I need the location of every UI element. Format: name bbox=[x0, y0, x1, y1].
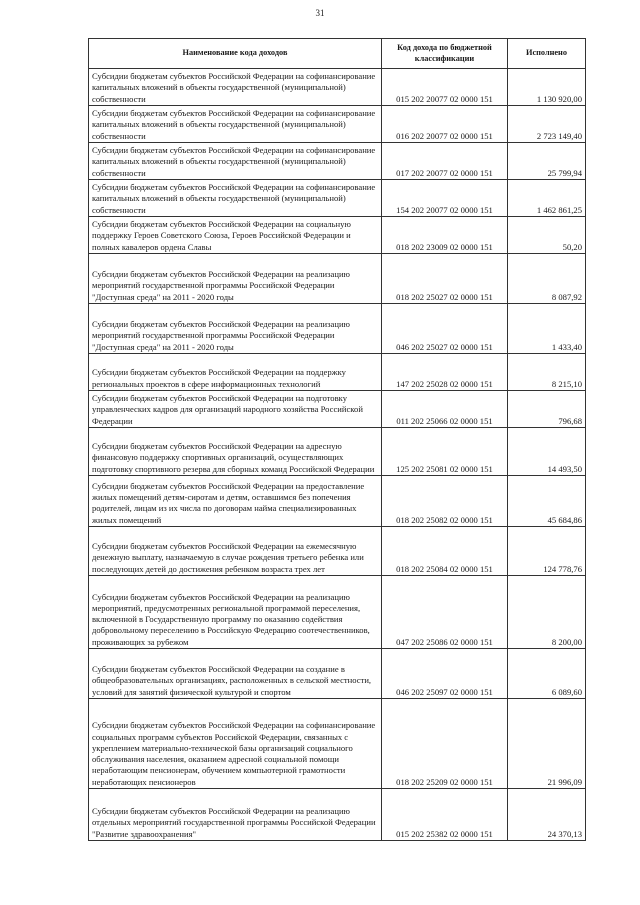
row-code: 018 202 25082 02 0000 151 bbox=[382, 476, 508, 527]
table-row bbox=[89, 699, 586, 789]
table-row bbox=[89, 391, 586, 428]
row-code: 016 202 20077 02 0000 151 bbox=[382, 106, 508, 143]
row-code: 046 202 25027 02 0000 151 bbox=[382, 304, 508, 354]
table-row bbox=[89, 527, 586, 576]
row-amount: 8 215,10 bbox=[508, 354, 586, 391]
table-row bbox=[89, 254, 586, 304]
row-name: Субсидии бюджетам субъектов Российской Федерации на поддержку региональных проектов в сфере информационных технологий bbox=[89, 354, 382, 391]
row-name: Субсидии бюджетам субъектов Российской Федерации на адресную финансовую поддержку спортивных организаций, осуществляющих подготовку спортивного резерва для сборных команд Российской Федерации bbox=[89, 428, 382, 476]
table-row bbox=[89, 789, 586, 841]
row-amount: 24 370,13 bbox=[508, 789, 586, 841]
table-row bbox=[89, 428, 586, 476]
header-name: Наименование кода доходов bbox=[89, 39, 382, 69]
header-code: Код дохода по бюджетной классификации bbox=[382, 39, 508, 69]
row-code: 046 202 25097 02 0000 151 bbox=[382, 649, 508, 699]
row-code: 018 202 23009 02 0000 151 bbox=[382, 217, 508, 254]
page-number: 31 bbox=[315, 8, 325, 18]
row-name: Субсидии бюджетам субъектов Российской Федерации на подготовку управленческих кадров для организаций народного хозяйства Российской Федерации bbox=[89, 391, 382, 428]
table-row bbox=[89, 304, 586, 354]
table-row bbox=[89, 143, 586, 180]
row-code: 017 202 20077 02 0000 151 bbox=[382, 143, 508, 180]
row-amount: 1 433,40 bbox=[508, 304, 586, 354]
table-row bbox=[89, 476, 586, 527]
row-name: Субсидии бюджетам субъектов Российской Федерации на софинансирование социальных программ субъектов Российской Федерации, связанных с укреплением материально-технической базы организаций социального обслуживания населения, оказанием адресной социальной помощи неработающим пенсионерам, обучением компьютерной грамотности неработающих пенсионеров bbox=[89, 699, 382, 789]
row-amount: 124 778,76 bbox=[508, 527, 586, 576]
table-row bbox=[89, 649, 586, 699]
row-name: Субсидии бюджетам субъектов Российской Федерации на софинансирование капитальных вложений в объекты государственной (муниципальной) собственности bbox=[89, 69, 382, 106]
row-name: Субсидии бюджетам субъектов Российской Федерации на софинансирование капитальных вложений в объекты государственной (муниципальной) собственности bbox=[89, 106, 382, 143]
table-row bbox=[89, 180, 586, 217]
header-amount: Исполнено bbox=[508, 39, 586, 69]
row-code: 147 202 25028 02 0000 151 bbox=[382, 354, 508, 391]
row-name: Субсидии бюджетам субъектов Российской Федерации на реализацию отдельных мероприятий государственной программы Российской Федерации "Развитие здравоохранения" bbox=[89, 789, 382, 841]
row-code: 018 202 25209 02 0000 151 bbox=[382, 699, 508, 789]
row-amount: 1 130 920,00 bbox=[508, 69, 586, 106]
row-amount: 8 200,00 bbox=[508, 576, 586, 649]
row-code: 154 202 20077 02 0000 151 bbox=[382, 180, 508, 217]
table-header-row bbox=[89, 39, 586, 69]
row-code: 015 202 25382 02 0000 151 bbox=[382, 789, 508, 841]
revenue-table bbox=[88, 38, 586, 841]
row-amount: 6 089,60 bbox=[508, 649, 586, 699]
row-name: Субсидии бюджетам субъектов Российской Федерации на реализацию мероприятий государственной программы Российской Федерации "Доступная среда" на 2011 - 2020 годы bbox=[89, 304, 382, 354]
table-row bbox=[89, 217, 586, 254]
row-name: Субсидии бюджетам субъектов Российской Федерации на социальную поддержку Героев Советского Союза, Героев Российской Федерации и полных кавалеров ордена Славы bbox=[89, 217, 382, 254]
row-amount: 50,20 bbox=[508, 217, 586, 254]
row-amount: 45 684,86 bbox=[508, 476, 586, 527]
row-name: Субсидии бюджетам субъектов Российской Федерации на реализацию мероприятий, предусмотренных региональной программой переселения, включенной в Государственную программу по оказанию содействия добровольному переселению в Российскую Федерацию соотечественников, проживающих за рубежом bbox=[89, 576, 382, 649]
row-code: 018 202 25084 02 0000 151 bbox=[382, 527, 508, 576]
row-name: Субсидии бюджетам субъектов Российской Федерации на предоставление жилых помещений детям-сиротам и детям, оставшимся без попечения родителей, лицам из их числа по договорам найма специализированных жилых помещений bbox=[89, 476, 382, 527]
row-name: Субсидии бюджетам субъектов Российской Федерации на софинансирование капитальных вложений в объекты государственной (муниципальной) собственности bbox=[89, 143, 382, 180]
row-amount: 796,68 bbox=[508, 391, 586, 428]
row-amount: 8 087,92 bbox=[508, 254, 586, 304]
table-row bbox=[89, 576, 586, 649]
row-code: 047 202 25086 02 0000 151 bbox=[382, 576, 508, 649]
table-row bbox=[89, 354, 586, 391]
row-code: 015 202 20077 02 0000 151 bbox=[382, 69, 508, 106]
row-amount: 1 462 861,25 bbox=[508, 180, 586, 217]
row-code: 018 202 25027 02 0000 151 bbox=[382, 254, 508, 304]
row-amount: 14 493,50 bbox=[508, 428, 586, 476]
table-row bbox=[89, 106, 586, 143]
row-code: 011 202 25066 02 0000 151 bbox=[382, 391, 508, 428]
row-amount: 2 723 149,40 bbox=[508, 106, 586, 143]
row-name: Субсидии бюджетам субъектов Российской Федерации на софинансирование капитальных вложений в объекты государственной (муниципальной) собственности bbox=[89, 180, 382, 217]
table-row bbox=[89, 69, 586, 106]
row-name: Субсидии бюджетам субъектов Российской Федерации на ежемесячную денежную выплату, назначаемую в случае рождения третьего ребенка или последующих детей до достижения ребенком возраста трех лет bbox=[89, 527, 382, 576]
row-code: 125 202 25081 02 0000 151 bbox=[382, 428, 508, 476]
row-name: Субсидии бюджетам субъектов Российской Федерации на создание в общеобразовательных организациях, расположенных в сельской местности, условий для занятий физической культурой и спортом bbox=[89, 649, 382, 699]
row-amount: 21 996,09 bbox=[508, 699, 586, 789]
row-name: Субсидии бюджетам субъектов Российской Федерации на реализацию мероприятий государственной программы Российской Федерации "Доступная среда" на 2011 - 2020 годы bbox=[89, 254, 382, 304]
row-amount: 25 799,94 bbox=[508, 143, 586, 180]
